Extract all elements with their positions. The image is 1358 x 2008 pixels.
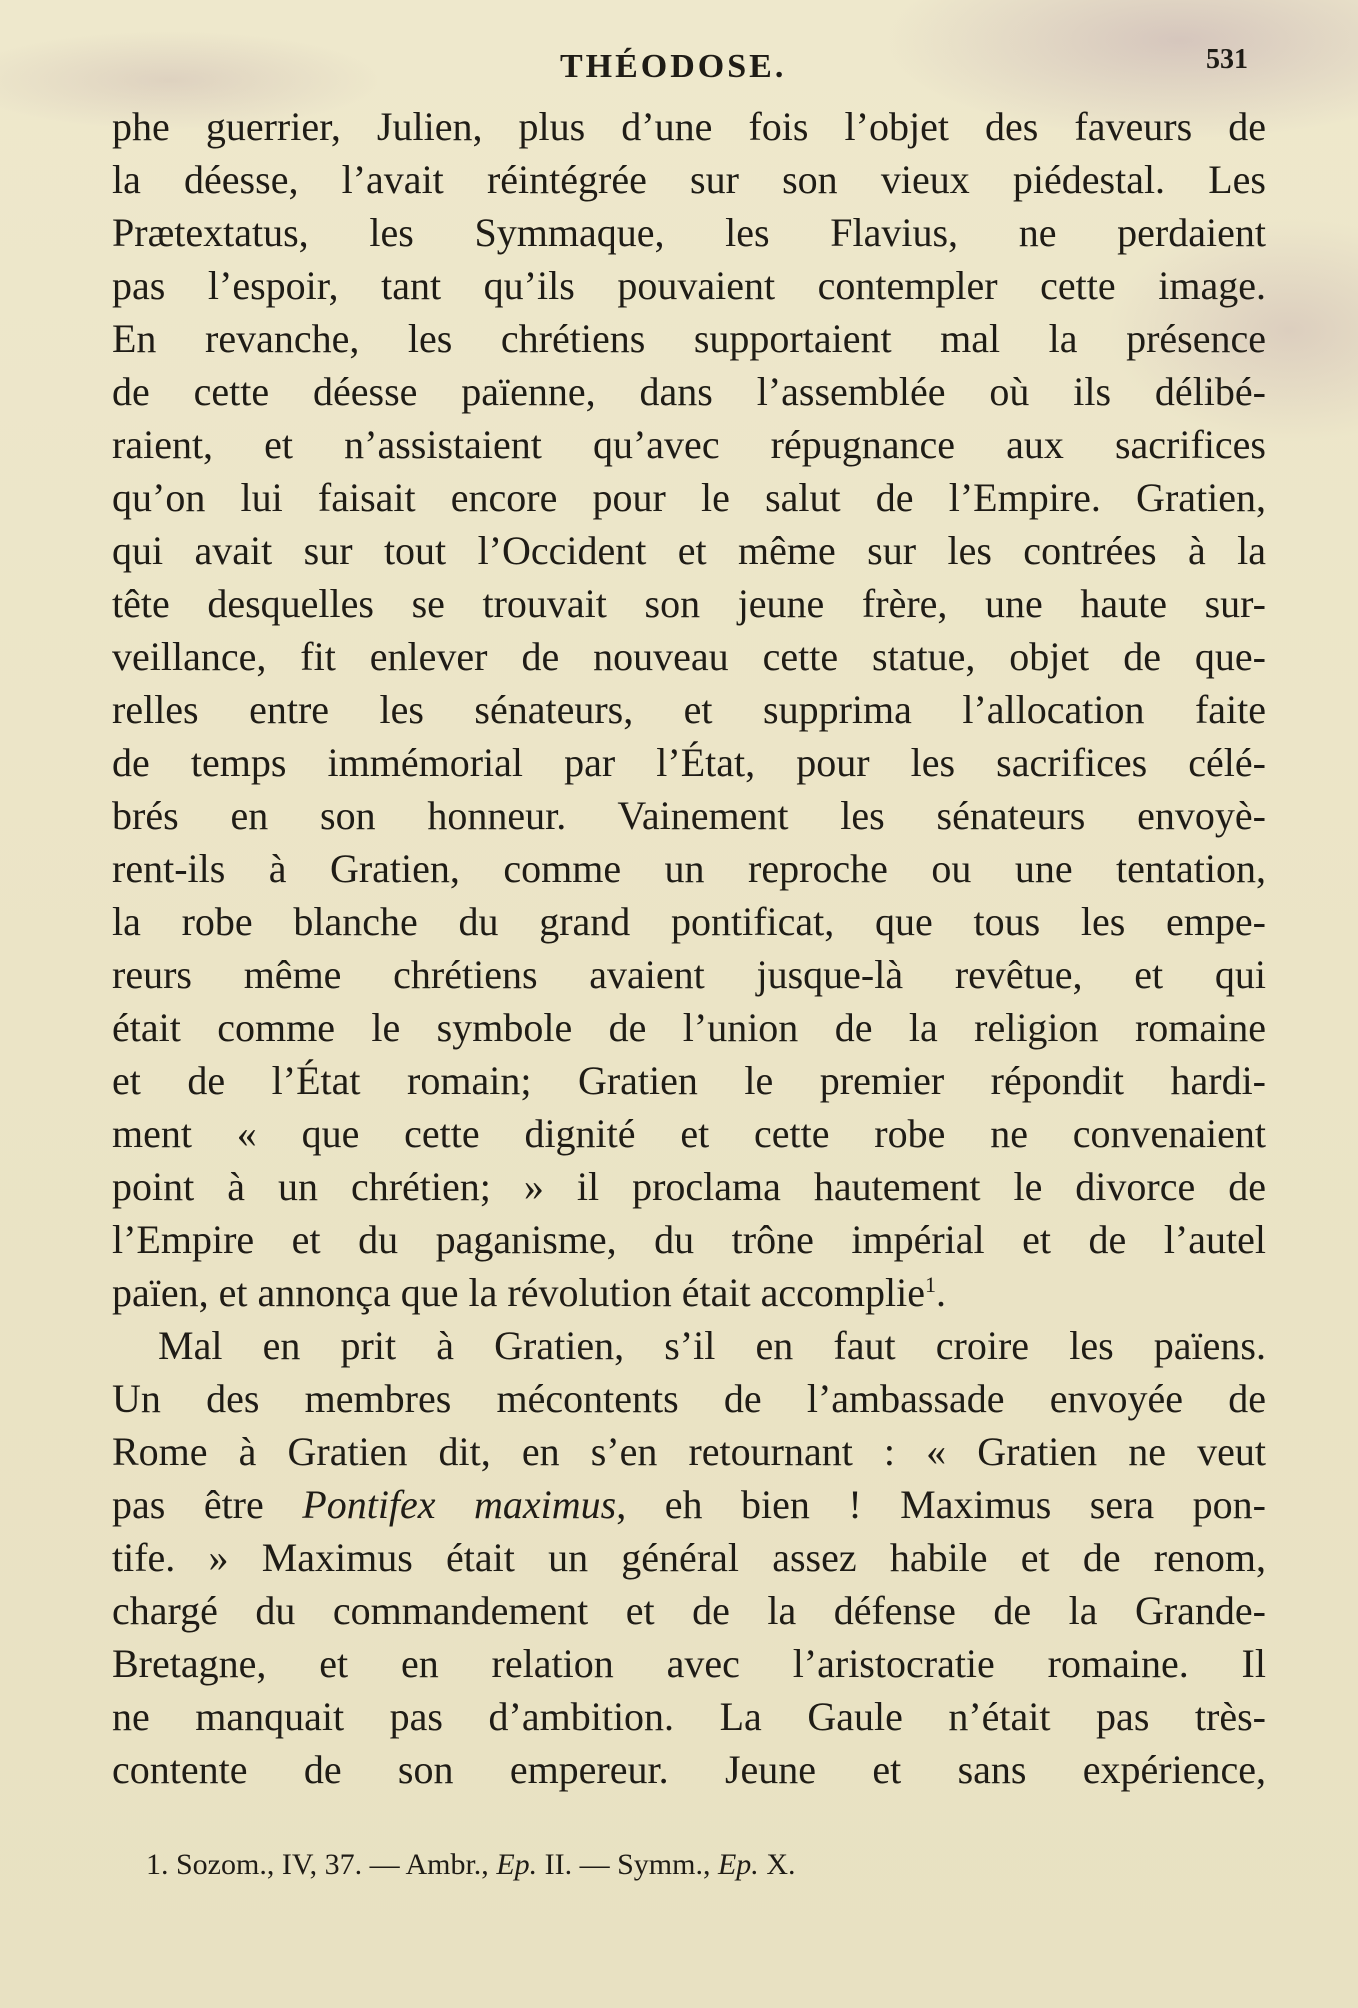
text-line: tête desquelles se trouvait son jeune frère, une haute sur- xyxy=(112,581,1266,626)
italic-line-before: pas être xyxy=(112,1482,303,1527)
text-line: point à un chrétien; » il proclama hautement le divorce de xyxy=(112,1164,1266,1209)
text-line: Bretagne, et en relation avec l’aristocratie romaine. Il xyxy=(112,1641,1266,1686)
text-line: raient, et n’assistaient qu’avec répugnance aux sacrifices xyxy=(112,422,1266,467)
footnote-ep-2: Ep. xyxy=(717,1848,759,1881)
text-line: veillance, fit enlever de nouveau cette statue, objet de que- xyxy=(112,634,1266,679)
final-period: . xyxy=(936,1270,946,1315)
footnote-text-2: II. — Symm., xyxy=(537,1848,718,1881)
text-line: rent-ils à Gratien, comme un reproche ou une tentation, xyxy=(112,846,1266,891)
footnote xyxy=(146,1845,1146,1885)
text-line-indented: Mal en prit à Gratien, s’il en faut croire les païens. xyxy=(158,1323,1266,1368)
text-line: qu’on lui faisait encore pour le salut de l’Empire. Gratien, xyxy=(112,475,1266,520)
text-line: reurs même chrétiens avaient jusque-là revêtue, et qui xyxy=(112,952,1266,997)
text-line-final-content: païen, et annonça que la révolution était accomplie xyxy=(112,1270,925,1315)
text-line: la robe blanche du grand pontificat, que tous les empe- xyxy=(112,899,1266,944)
text-line: Prætextatus, les Symmaque, les Flavius, ne perdaient xyxy=(112,210,1266,255)
body-text xyxy=(112,100,1266,1796)
text-line-with-italic xyxy=(112,1478,1266,1531)
text-line: relles entre les sénateurs, et supprima l’allocation faite xyxy=(112,687,1266,732)
text-line: et de l’État romain; Gratien le premier répondit hardi- xyxy=(112,1058,1266,1103)
text-line: pas l’espoir, tant qu’ils pouvaient contempler cette image. xyxy=(112,263,1266,308)
footnote-text-3: X. xyxy=(758,1848,796,1881)
italic-phrase: Pontifex maximus xyxy=(302,1482,617,1527)
text-line: En revanche, les chrétiens supportaient mal la présence xyxy=(112,316,1266,361)
text-line: ne manquait pas d’ambition. La Gaule n’était pas très- xyxy=(112,1694,1266,1739)
footnote-reference: 1 xyxy=(925,1272,936,1297)
text-line: ment « que cette dignité et cette robe ne convenaient xyxy=(112,1111,1266,1156)
text-line: phe guerrier, Julien, plus d’une fois l’objet des faveurs de xyxy=(112,104,1266,149)
footnote-text-1: Sozom., IV, 37. — Ambr., xyxy=(168,1848,497,1881)
text-line: était comme le symbole de l’union de la religion romaine xyxy=(112,1005,1266,1050)
running-title: THÉODOSE. xyxy=(560,48,787,85)
footnote-number: 1. xyxy=(146,1848,169,1881)
running-head xyxy=(0,42,1358,102)
text-line: Rome à Gratien dit, en s’en retournant : « Gratien ne veut xyxy=(112,1429,1266,1474)
text-line: brés en son honneur. Vainement les sénateurs envoyè- xyxy=(112,793,1266,838)
footnote-ep-1: Ep. xyxy=(496,1848,538,1881)
text-line: la déesse, l’avait réintégrée sur son vieux piédestal. Les xyxy=(112,157,1266,202)
text-line: de temps immémorial par l’État, pour les sacrifices célé- xyxy=(112,740,1266,785)
text-line: qui avait sur tout l’Occident et même sur les contrées à la xyxy=(112,528,1266,573)
text-line: contente de son empereur. Jeune et sans expérience, xyxy=(112,1747,1266,1792)
text-line-final xyxy=(112,1266,1266,1319)
page-number: 531 xyxy=(1206,44,1248,75)
text-line: Un des membres mécontents de l’ambassade envoyée de xyxy=(112,1376,1266,1421)
text-line: l’Empire et du paganisme, du trône impérial et de l’autel xyxy=(112,1217,1266,1262)
text-line: chargé du commandement et de la défense de la Grande- xyxy=(112,1588,1266,1633)
text-line: tife. » Maximus était un général assez habile et de renom, xyxy=(112,1535,1266,1580)
text-line: de cette déesse païenne, dans l’assemblée où ils délibé- xyxy=(112,369,1266,414)
italic-line-after: , eh bien ! Maximus sera pon- xyxy=(616,1482,1266,1527)
